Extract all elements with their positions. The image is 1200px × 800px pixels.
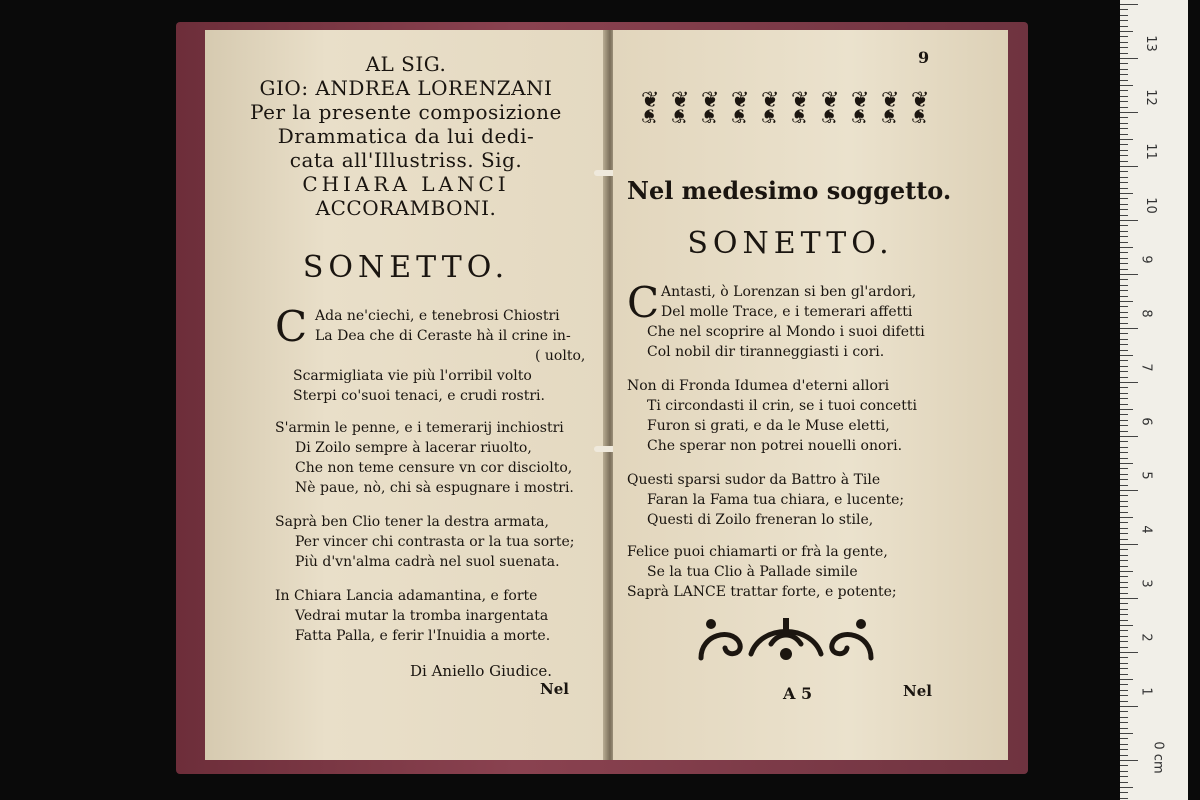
ruler-tick [1120, 355, 1133, 356]
header-line: Drammatica da lui dedi- [277, 124, 535, 148]
ruler-tick [1120, 198, 1128, 199]
ruler-tick [1120, 468, 1128, 469]
ruler-tick [1120, 641, 1128, 642]
ruler-tick [1120, 587, 1128, 588]
ruler-tick [1120, 744, 1128, 745]
drop-cap: C [627, 278, 660, 327]
ruler-tick [1120, 620, 1128, 621]
ruler-tick [1120, 490, 1138, 491]
subtitle: Nel medesimo soggetto. [627, 176, 952, 205]
ruler-tick [1120, 344, 1128, 345]
ruler-tick [1120, 63, 1128, 64]
ruler-tick [1120, 474, 1128, 475]
ruler-label: 8 [1138, 309, 1154, 318]
ruler-tick [1120, 425, 1128, 426]
ruler-label: 7 [1138, 363, 1154, 372]
stanza-3 [275, 512, 574, 572]
verse-line: Sterpi co'suoi tenaci, e crudi rostri. [293, 388, 545, 404]
ruler-tick [1120, 328, 1138, 329]
ruler-tick [1120, 452, 1128, 453]
catchword: Nel [903, 682, 932, 700]
ruler-tick [1120, 625, 1133, 626]
ruler-tick [1120, 684, 1128, 685]
ruler-tick [1120, 42, 1128, 43]
verse-line: Del molle Trace, e i temerari affetti [661, 304, 913, 320]
ruler-tick [1120, 269, 1128, 270]
ruler-tick [1120, 274, 1138, 275]
ruler-tick [1120, 387, 1128, 388]
stanza-1-cont [647, 322, 925, 362]
ruler-tick [1120, 598, 1138, 599]
ruler-tick [1120, 317, 1128, 318]
ruler-label: 5 [1138, 471, 1154, 480]
ruler-label: 4 [1138, 525, 1154, 534]
ruler-tick [1120, 695, 1128, 696]
header-line: cata all'Illustriss. Sig. [289, 148, 523, 172]
ruler-tick [1120, 69, 1128, 70]
ruler-tick [1120, 247, 1133, 248]
tailpiece-ornament-icon [691, 614, 881, 668]
ruler-tick [1120, 220, 1138, 221]
ruler-tick [1120, 382, 1138, 383]
ruler-tick [1120, 728, 1128, 729]
verse-line: Ti circondasti il crin, se i tuoi concetti [647, 398, 917, 414]
ruler-tick [1120, 674, 1128, 675]
verse-line: Questi di Zoilo freneran lo stile, [647, 512, 874, 528]
ruler-tick [1120, 393, 1128, 394]
fleuron-icon [909, 92, 933, 120]
stanza-3 [627, 470, 904, 530]
ruler-tick [1120, 123, 1128, 124]
ruler-tick [1120, 371, 1128, 372]
verse-line: Nè paue, nò, chi sà espugnare i mostri. [295, 480, 574, 496]
ruler-tick [1120, 544, 1138, 545]
ruler-tick [1120, 350, 1128, 351]
verse-line: Che sperar non potrei nouelli onori. [647, 438, 903, 454]
ruler-tick [1120, 560, 1128, 561]
stanza-4 [627, 542, 897, 602]
verse-line: Saprà ben Clio tener la destra armata, [275, 514, 549, 530]
ruler-tick [1120, 522, 1128, 523]
ruler-tick [1120, 701, 1128, 702]
ruler-label: 11 [1142, 143, 1158, 160]
ruler-tick [1120, 312, 1128, 313]
ruler-tick [1120, 80, 1128, 81]
verse-line: Faran la Fama tua chiara, e lucente; [647, 492, 905, 508]
ruler-tick [1120, 760, 1138, 761]
ruler-tick [1120, 204, 1128, 205]
verse-line: Questi sparsi sudor da Battro à Tile [627, 472, 881, 488]
ruler-tick [1120, 117, 1128, 118]
ruler-tick [1120, 20, 1128, 21]
ruler-tick [1120, 663, 1128, 664]
dedication-header [205, 52, 607, 220]
ruler-label: 12 [1142, 89, 1158, 106]
ruler-tick [1120, 9, 1128, 10]
header-line: AL SIG. [365, 52, 447, 76]
ruler-tick [1120, 485, 1128, 486]
header-line: ACCORAMBONI. [315, 196, 497, 220]
ruler-tick [1120, 225, 1128, 226]
ruler-tick [1120, 166, 1138, 167]
fleuron-icon [819, 92, 843, 120]
ruler-tick [1120, 366, 1128, 367]
ruler-tick [1120, 447, 1128, 448]
ruler-tick [1120, 771, 1128, 772]
ruler-tick [1120, 150, 1128, 151]
ruler-label: 9 [1138, 255, 1154, 264]
ruler-tick [1120, 582, 1128, 583]
ruler-tick [1120, 738, 1128, 739]
ruler-tick [1120, 706, 1138, 707]
ruler-tick [1120, 603, 1128, 604]
ruler-tick [1120, 263, 1128, 264]
ruler-tick [1120, 458, 1128, 459]
ruler-label: 0 cm [1150, 741, 1166, 774]
ruler-tick [1120, 323, 1128, 324]
ruler-tick [1120, 436, 1138, 437]
ruler-tick [1120, 4, 1138, 5]
ruler-tick [1120, 609, 1128, 610]
ruler-tick [1120, 441, 1128, 442]
ruler-tick [1120, 53, 1128, 54]
verse-line: Per vincer chi contrasta or la tua sorte; [295, 534, 575, 550]
ruler-tick [1120, 128, 1128, 129]
fleuron-icon [699, 92, 723, 120]
page-number: 9 [918, 48, 930, 67]
verse-line: Antasti, ò Lorenzan si ben gl'ardori, [661, 284, 917, 300]
verse-line: Felice puoi chiamarti or frà la gente, [627, 544, 888, 560]
ruler-tick [1120, 285, 1128, 286]
fleuron-icon [849, 92, 873, 120]
ruler-tick [1120, 555, 1128, 556]
ruler-tick [1120, 787, 1133, 788]
ruler-tick [1120, 749, 1128, 750]
ruler-tick [1120, 85, 1133, 86]
ruler-tick [1120, 765, 1128, 766]
ruler-tick [1120, 755, 1128, 756]
stanza-4 [275, 586, 550, 646]
ruler-tick [1120, 733, 1133, 734]
ruler-tick [1120, 74, 1128, 75]
ruler-tick [1120, 47, 1128, 48]
ruler-tick [1120, 242, 1128, 243]
catchword: Nel [540, 680, 569, 698]
header-line: GIO: ANDREA LORENZANI [259, 76, 553, 100]
fleuron-icon [669, 92, 693, 120]
verse-line: Vedrai mutar la tromba inargentata [295, 608, 549, 624]
ruler-tick [1120, 533, 1128, 534]
verse-line: S'armin le penne, e i temerarij inchiostri [275, 420, 564, 436]
fleuron-icon [789, 92, 813, 120]
verse-line: Col nobil dir tiranneggiasti i cori. [647, 344, 885, 360]
ruler-tick [1120, 636, 1128, 637]
ruler-tick [1120, 209, 1128, 210]
headpiece-ornament-row-1 [639, 92, 933, 120]
signature-mark: A 5 [783, 684, 813, 703]
ruler-tick [1120, 431, 1128, 432]
ruler-tick [1120, 333, 1128, 334]
ruler-tick [1120, 134, 1128, 135]
verse-line: Scarmigliata vie più l'orribil volto [293, 368, 532, 384]
ruler-label: 6 [1138, 417, 1154, 426]
ruler-tick [1120, 155, 1128, 156]
ruler-tick [1120, 36, 1128, 37]
ruler-tick [1120, 414, 1128, 415]
ruler-tick [1120, 571, 1133, 572]
ruler-tick [1120, 290, 1128, 291]
verse-line: Furon si grati, e da le Muse eletti, [647, 418, 890, 434]
ruler-tick [1120, 188, 1128, 189]
fleuron-icon [639, 92, 663, 120]
ruler-tick [1120, 495, 1128, 496]
ruler-tick [1120, 231, 1128, 232]
right-page [613, 30, 1008, 760]
ruler-tick [1120, 776, 1128, 777]
sonnet-title: SONETTO. [302, 250, 510, 285]
verse-line: Ada ne'ciechi, e tenebrosi Chiostri [315, 308, 560, 324]
verse-line: Saprà LANCE trattar forte, e potente; [627, 584, 897, 600]
verse-line: Più d'vn'alma cadrà nel suol suenata. [295, 554, 560, 570]
ruler-tick [1120, 463, 1133, 464]
ruler-tick [1120, 420, 1128, 421]
ruler-tick [1120, 236, 1128, 237]
ruler-tick [1120, 193, 1133, 194]
ruler-tick [1120, 58, 1138, 59]
signature: Di Aniello Giudice. [410, 662, 553, 680]
ruler-tick [1120, 161, 1128, 162]
ruler-tick [1120, 279, 1128, 280]
ruler-tick [1120, 26, 1128, 27]
ruler-tick [1120, 90, 1128, 91]
ruler-tick [1120, 144, 1128, 145]
ruler-label: 3 [1138, 579, 1154, 588]
ruler-tick [1120, 501, 1128, 502]
fleuron-icon [729, 92, 753, 120]
fleuron-icon [879, 92, 903, 120]
drop-cap: C [275, 302, 308, 351]
ruler-tick [1120, 711, 1128, 712]
ruler-tick [1120, 377, 1128, 378]
ruler-tick [1120, 112, 1138, 113]
ruler-tick [1120, 652, 1138, 653]
verse-line: Di Zoilo sempre à lacerar riuolto, [295, 440, 532, 456]
ruler-tick [1120, 398, 1128, 399]
ruler-tick [1120, 306, 1128, 307]
ruler-tick [1120, 647, 1128, 648]
ruler-label: 1 [1138, 687, 1154, 696]
ruler-tick [1120, 182, 1128, 183]
ruler-tick [1120, 177, 1128, 178]
verse-line: La Dea che di Ceraste hà il crine in- [315, 328, 571, 344]
ruler-tick [1120, 107, 1128, 108]
ruler-tick [1120, 360, 1128, 361]
ruler-tick [1120, 339, 1128, 340]
ruler-tick [1120, 171, 1128, 172]
ruler-tick [1120, 782, 1128, 783]
ruler-label: 13 [1142, 35, 1158, 52]
verse-line: Se la tua Clio à Pallade simile [647, 564, 858, 580]
ruler-tick [1120, 409, 1133, 410]
verse-line: ( uolto, [535, 348, 586, 364]
ruler-tick [1120, 792, 1128, 793]
ruler-tick [1120, 512, 1128, 513]
ruler-tick [1120, 296, 1128, 297]
ruler-tick [1120, 630, 1128, 631]
sonnet-title: SONETTO. [687, 226, 894, 261]
header-line: Per la presente composizione [250, 100, 562, 124]
left-page [205, 30, 607, 760]
ruler-tick [1120, 722, 1128, 723]
stanza-2 [627, 376, 917, 456]
stanza-2 [275, 418, 574, 498]
stanza-1 [661, 282, 916, 322]
verse-line: Che nel scoprire al Mondo i suoi difetti [647, 324, 925, 340]
ruler-tick [1120, 717, 1128, 718]
measurement-ruler [1120, 0, 1188, 800]
ruler-tick [1120, 668, 1128, 669]
ruler-tick [1120, 101, 1128, 102]
ruler-tick [1120, 96, 1128, 97]
ruler-tick [1120, 301, 1133, 302]
verse-line: In Chiara Lancia adamantina, e forte [275, 588, 538, 604]
ruler-tick [1120, 506, 1128, 507]
verse-line: Fatta Palla, e ferir l'Inuidia a morte. [295, 628, 551, 644]
ruler-tick [1120, 576, 1128, 577]
ruler-tick [1120, 404, 1128, 405]
ruler-tick [1120, 31, 1133, 32]
ruler-tick [1120, 517, 1133, 518]
ruler-tick [1120, 215, 1128, 216]
verse-line: Non di Fronda Idumea d'eterni allori [627, 378, 890, 394]
ruler-tick [1120, 549, 1128, 550]
fleuron-icon [759, 92, 783, 120]
ruler-tick [1120, 566, 1128, 567]
ruler-tick [1120, 15, 1128, 16]
ruler-label: 2 [1138, 633, 1154, 642]
stanza-1 [315, 306, 585, 366]
ruler-tick [1120, 258, 1128, 259]
ruler-tick [1120, 479, 1128, 480]
ruler-tick [1120, 528, 1128, 529]
ruler-tick [1120, 539, 1128, 540]
ruler-tick [1120, 657, 1128, 658]
ruler-tick [1120, 798, 1128, 799]
header-line: CHIARA LANCI [302, 172, 510, 196]
ruler-tick [1120, 252, 1128, 253]
stanza-1-cont [293, 366, 545, 406]
ruler-label: 10 [1142, 197, 1158, 214]
ruler-tick [1120, 679, 1133, 680]
verse-line: Che non teme censure vn cor disciolto, [295, 460, 573, 476]
ruler-tick [1120, 593, 1128, 594]
ruler-tick [1120, 690, 1128, 691]
ruler-tick [1120, 139, 1133, 140]
ruler-tick [1120, 614, 1128, 615]
